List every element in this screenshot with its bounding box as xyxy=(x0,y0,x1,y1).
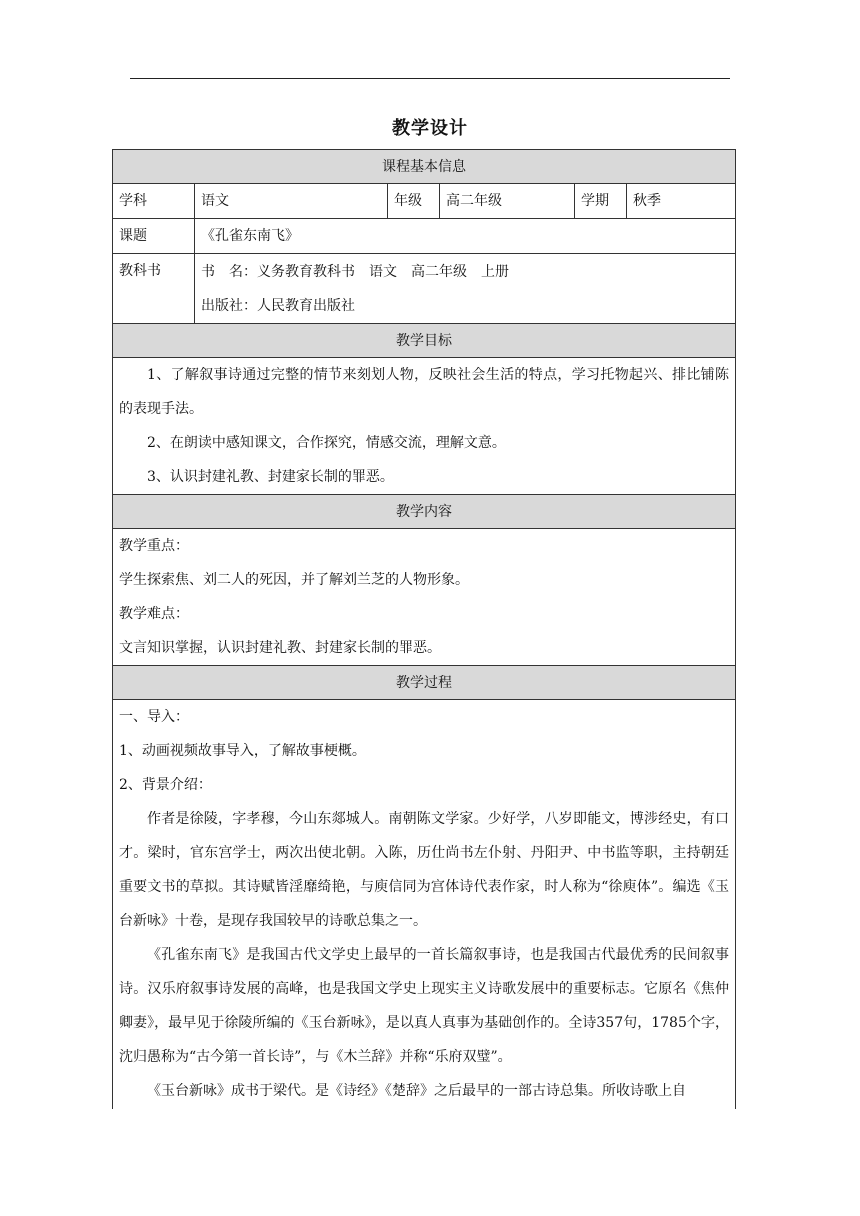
collection-paragraph: 《玉台新咏》成书于梁代。是《诗经》《楚辞》之后最早的一部古诗总集。所收诗歌上自 xyxy=(147,1083,686,1099)
topic-label: 课题 xyxy=(113,219,195,253)
term-value: 秋季 xyxy=(633,193,661,209)
subject-label: 学科 xyxy=(113,184,195,218)
lesson-plan-table xyxy=(112,149,736,1109)
poem-paragraph: 《孔雀东南飞》是我国古代文学史上最早的一首长篇叙事诗，也是我国古代最优秀的民间叙事诗。汉乐府叙事诗发展的高峰，也是我国文学史上现实主义诗歌发展中的重要标志。它原名《焦仲卿妻》，最早见于徐陵所编的《玉台新咏》，是以真人真事为基础创作的。全诗357句，1785个字，沈归愚称为“古今第一首长诗”，与《木兰辞》并称“乐府双璧”。 xyxy=(119,947,729,1065)
info-row-subject xyxy=(113,184,735,219)
section-heading-basic-info: 课程基本信息 xyxy=(113,150,735,184)
objective-item: 1、了解叙事诗通过完整的情节来刻划人物，反映社会生活的特点，学习托物起兴、排比铺陈的表现手法。 xyxy=(119,367,729,417)
grade-value: 高二年级 xyxy=(440,184,575,218)
process-step-heading: 一、导入： xyxy=(119,709,189,725)
section-heading-process: 教学过程 xyxy=(113,666,735,700)
textbook-details xyxy=(195,254,735,323)
info-row-textbook xyxy=(113,254,735,324)
info-row-topic xyxy=(113,219,735,254)
term-label: 学期 xyxy=(575,184,627,218)
document-title: 教学设计 xyxy=(392,118,468,139)
objectives-block xyxy=(113,358,735,495)
key-points-text: 学生探索焦、刘二人的死因，并了解刘兰芝的人物形象。 xyxy=(119,572,469,588)
topic-value: 《孔雀东南飞》 xyxy=(201,228,299,244)
key-points-label: 教学重点： xyxy=(119,538,189,554)
process-block xyxy=(113,700,735,1108)
difficulty-text: 文言知识掌握，认识封建礼教、封建家长制的罪恶。 xyxy=(119,640,441,656)
textbook-name-label: 书 名： xyxy=(201,264,257,280)
content-block xyxy=(113,529,735,666)
process-substep: 2、背景介绍： xyxy=(119,777,212,793)
author-paragraph: 作者是徐陵，字孝穆，今山东郯城人。南朝陈文学家。少好学，八岁即能文，博涉经史，有口才。梁时，官东宫学士，两次出使北朝。入陈，历仕尚书左仆射、丹阳尹、中书监等职，主持朝廷重要文书的草拟。其诗赋皆淫靡绮艳，与庾信同为宫体诗代表作家，时人称为“徐庾体”。编选《玉台新咏》十卷，是现存我国较早的诗歌总集之一。 xyxy=(119,811,729,929)
objective-item: 3、认识封建礼教、封建家长制的罪恶。 xyxy=(147,469,394,485)
textbook-name-value: 义务教育教科书 语文 高二年级 上册 xyxy=(257,264,509,280)
process-substep: 1、动画视频故事导入，了解故事梗概。 xyxy=(119,743,366,759)
section-heading-content: 教学内容 xyxy=(113,495,735,529)
objective-item: 2、在朗读中感知课文，合作探究，情感交流，理解文意。 xyxy=(147,435,506,451)
textbook-name-line xyxy=(201,255,735,289)
subject-value: 语文 xyxy=(195,184,388,218)
section-heading-objectives: 教学目标 xyxy=(113,324,735,358)
difficulty-label: 教学难点： xyxy=(119,606,189,622)
textbook-label: 教科书 xyxy=(113,254,195,323)
grade-label: 年级 xyxy=(388,184,440,218)
publisher-line: 出版社：人民教育出版社 xyxy=(201,298,355,314)
header-rule xyxy=(130,78,730,79)
